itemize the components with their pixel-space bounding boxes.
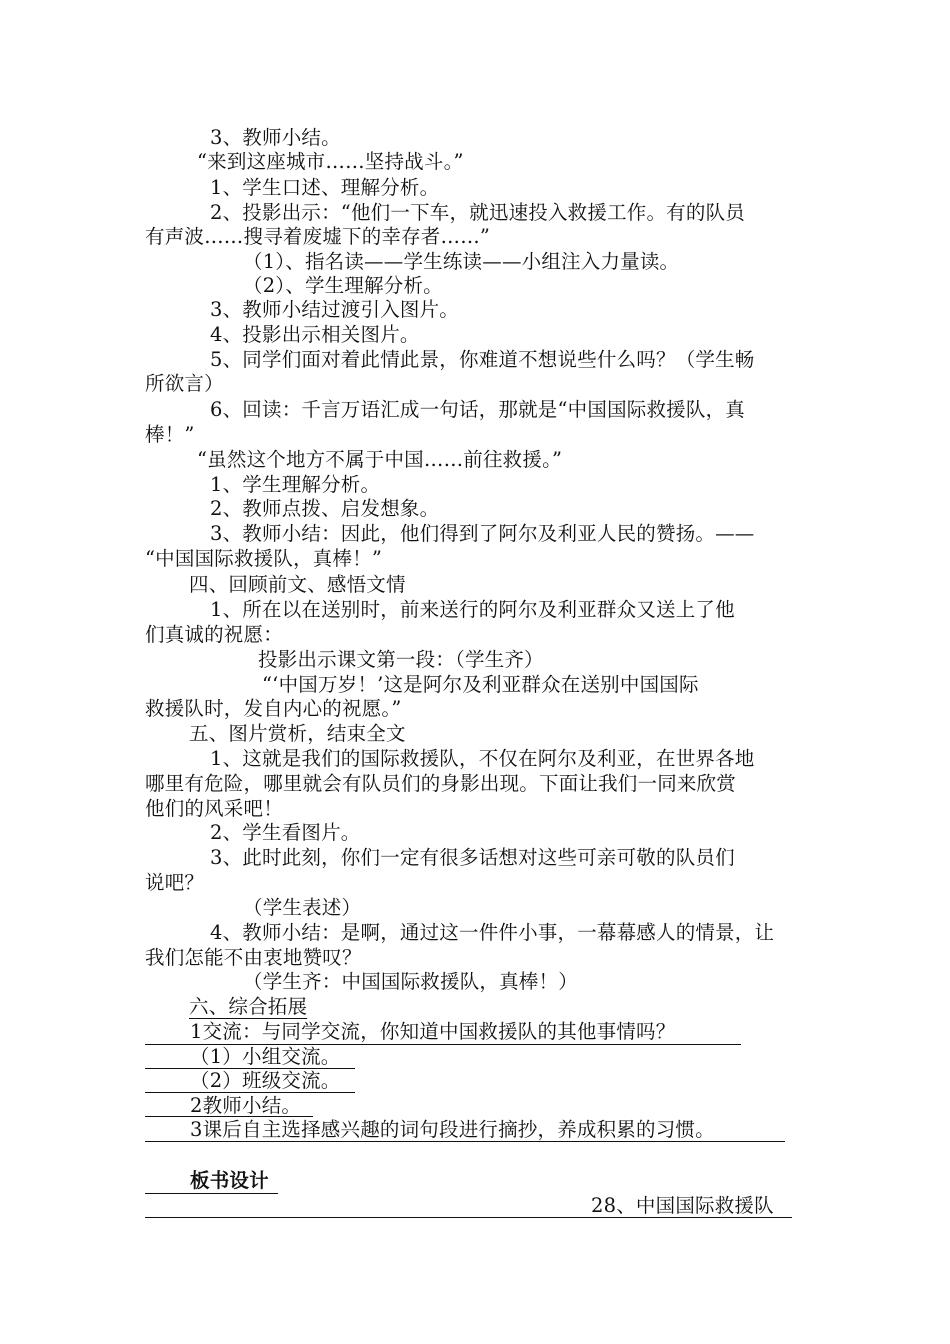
text-line: 3课后自主选择感兴趣的词句段进行摘抄，养成积累的习惯。 (190, 1118, 715, 1141)
section-heading: 五、图片赏析，结束全文 (189, 722, 406, 745)
text-line: （1）、指名读——学生练读——小组注入力量读。 (243, 250, 680, 273)
text-line: “‘中国万岁！’这是阿尔及利亚群众在送别中国国际 (262, 673, 699, 696)
text-line: 哪里有危险，哪里就会有队员们的身影出现。下面让我们一同来欣赏 (145, 772, 737, 795)
text-line: 有声波……搜寻着废墟下的幸存者……” (145, 225, 491, 248)
text-line: 们真诚的祝愿： (145, 623, 283, 646)
text-line: 说吧？ (145, 871, 205, 894)
text-line: 6、回读：千言万语汇成一句话，那就是“中国国际救援队，真 (210, 398, 745, 421)
text-line: （2）班级交流。 (190, 1069, 341, 1092)
text-line: （2）、学生理解分析。 (243, 274, 443, 297)
text-line: 我们怎能不由衷地赞叹？ (145, 946, 362, 969)
board-title: 28、中国国际救援队 (591, 1194, 774, 1217)
underline-rule (145, 1193, 278, 1194)
text-line: （学生表述） (243, 896, 362, 919)
text-line: 1交流：与同学交流，你知道中国救援队的其他事情吗？ (190, 1020, 676, 1043)
text-line: 3、教师小结：因此，他们得到了阿尔及利亚人民的赞扬。—— (210, 522, 755, 545)
text-line: 2、学生看图片。 (210, 821, 361, 844)
text-line: 4、教师小结：是啊，通过这一件件小事，一幕幕感人的情景，让 (210, 921, 775, 944)
text-line: “虽然这个地方不属于中国……前往救援。” (197, 448, 563, 471)
text-line: （1）小组交流。 (190, 1045, 341, 1068)
text-line: 救援队时，发自内心的祝愿。” (145, 697, 402, 720)
text-line: 4、投影出示相关图片。 (210, 323, 420, 346)
text-line: 所欲言） (145, 372, 224, 395)
board-design-heading: 板书设计 (190, 1169, 269, 1192)
text-line: 1、学生理解分析。 (210, 473, 381, 496)
text-line: 3、教师小结过渡引入图片。 (210, 298, 460, 321)
text-line: 2教师小结。 (190, 1094, 302, 1117)
section-heading: 六、综合拓展 (189, 995, 308, 1018)
text-line: 2、教师点拨、启发想象。 (210, 497, 440, 520)
section-heading: 四、回顾前文、感悟文情 (189, 573, 406, 596)
text-line: 投影出示课文第一段：（学生齐） (258, 648, 544, 671)
text-line: 1、学生口述、理解分析。 (210, 176, 440, 199)
text-line: 3、教师小结。 (210, 126, 341, 149)
text-line: “来到这座城市……坚持战斗。” (197, 150, 464, 173)
text-line: 他们的风采吧！ (145, 797, 283, 820)
text-line: “中国国际救援队，真棒！” (145, 547, 383, 570)
text-line: 5、同学们面对着此情此景，你难道不想说些什么吗？（学生畅 (210, 348, 755, 371)
text-line: 1、这就是我们的国际救援队，不仅在阿尔及利亚，在世界各地 (210, 747, 755, 770)
text-line: 2、投影出示：“他们一下车，就迅速投入救援工作。有的队员 (210, 201, 745, 224)
text-line: 棒！” (145, 423, 195, 446)
text-line: 1、所在以在送别时，前来送行的阿尔及利亚群众又送上了他 (210, 598, 735, 621)
text-line: （学生齐：中国国际救援队，真棒！） (243, 970, 578, 993)
text-line: 3、此时此刻，你们一定有很多话想对这些可亲可敬的队员们 (210, 846, 735, 869)
